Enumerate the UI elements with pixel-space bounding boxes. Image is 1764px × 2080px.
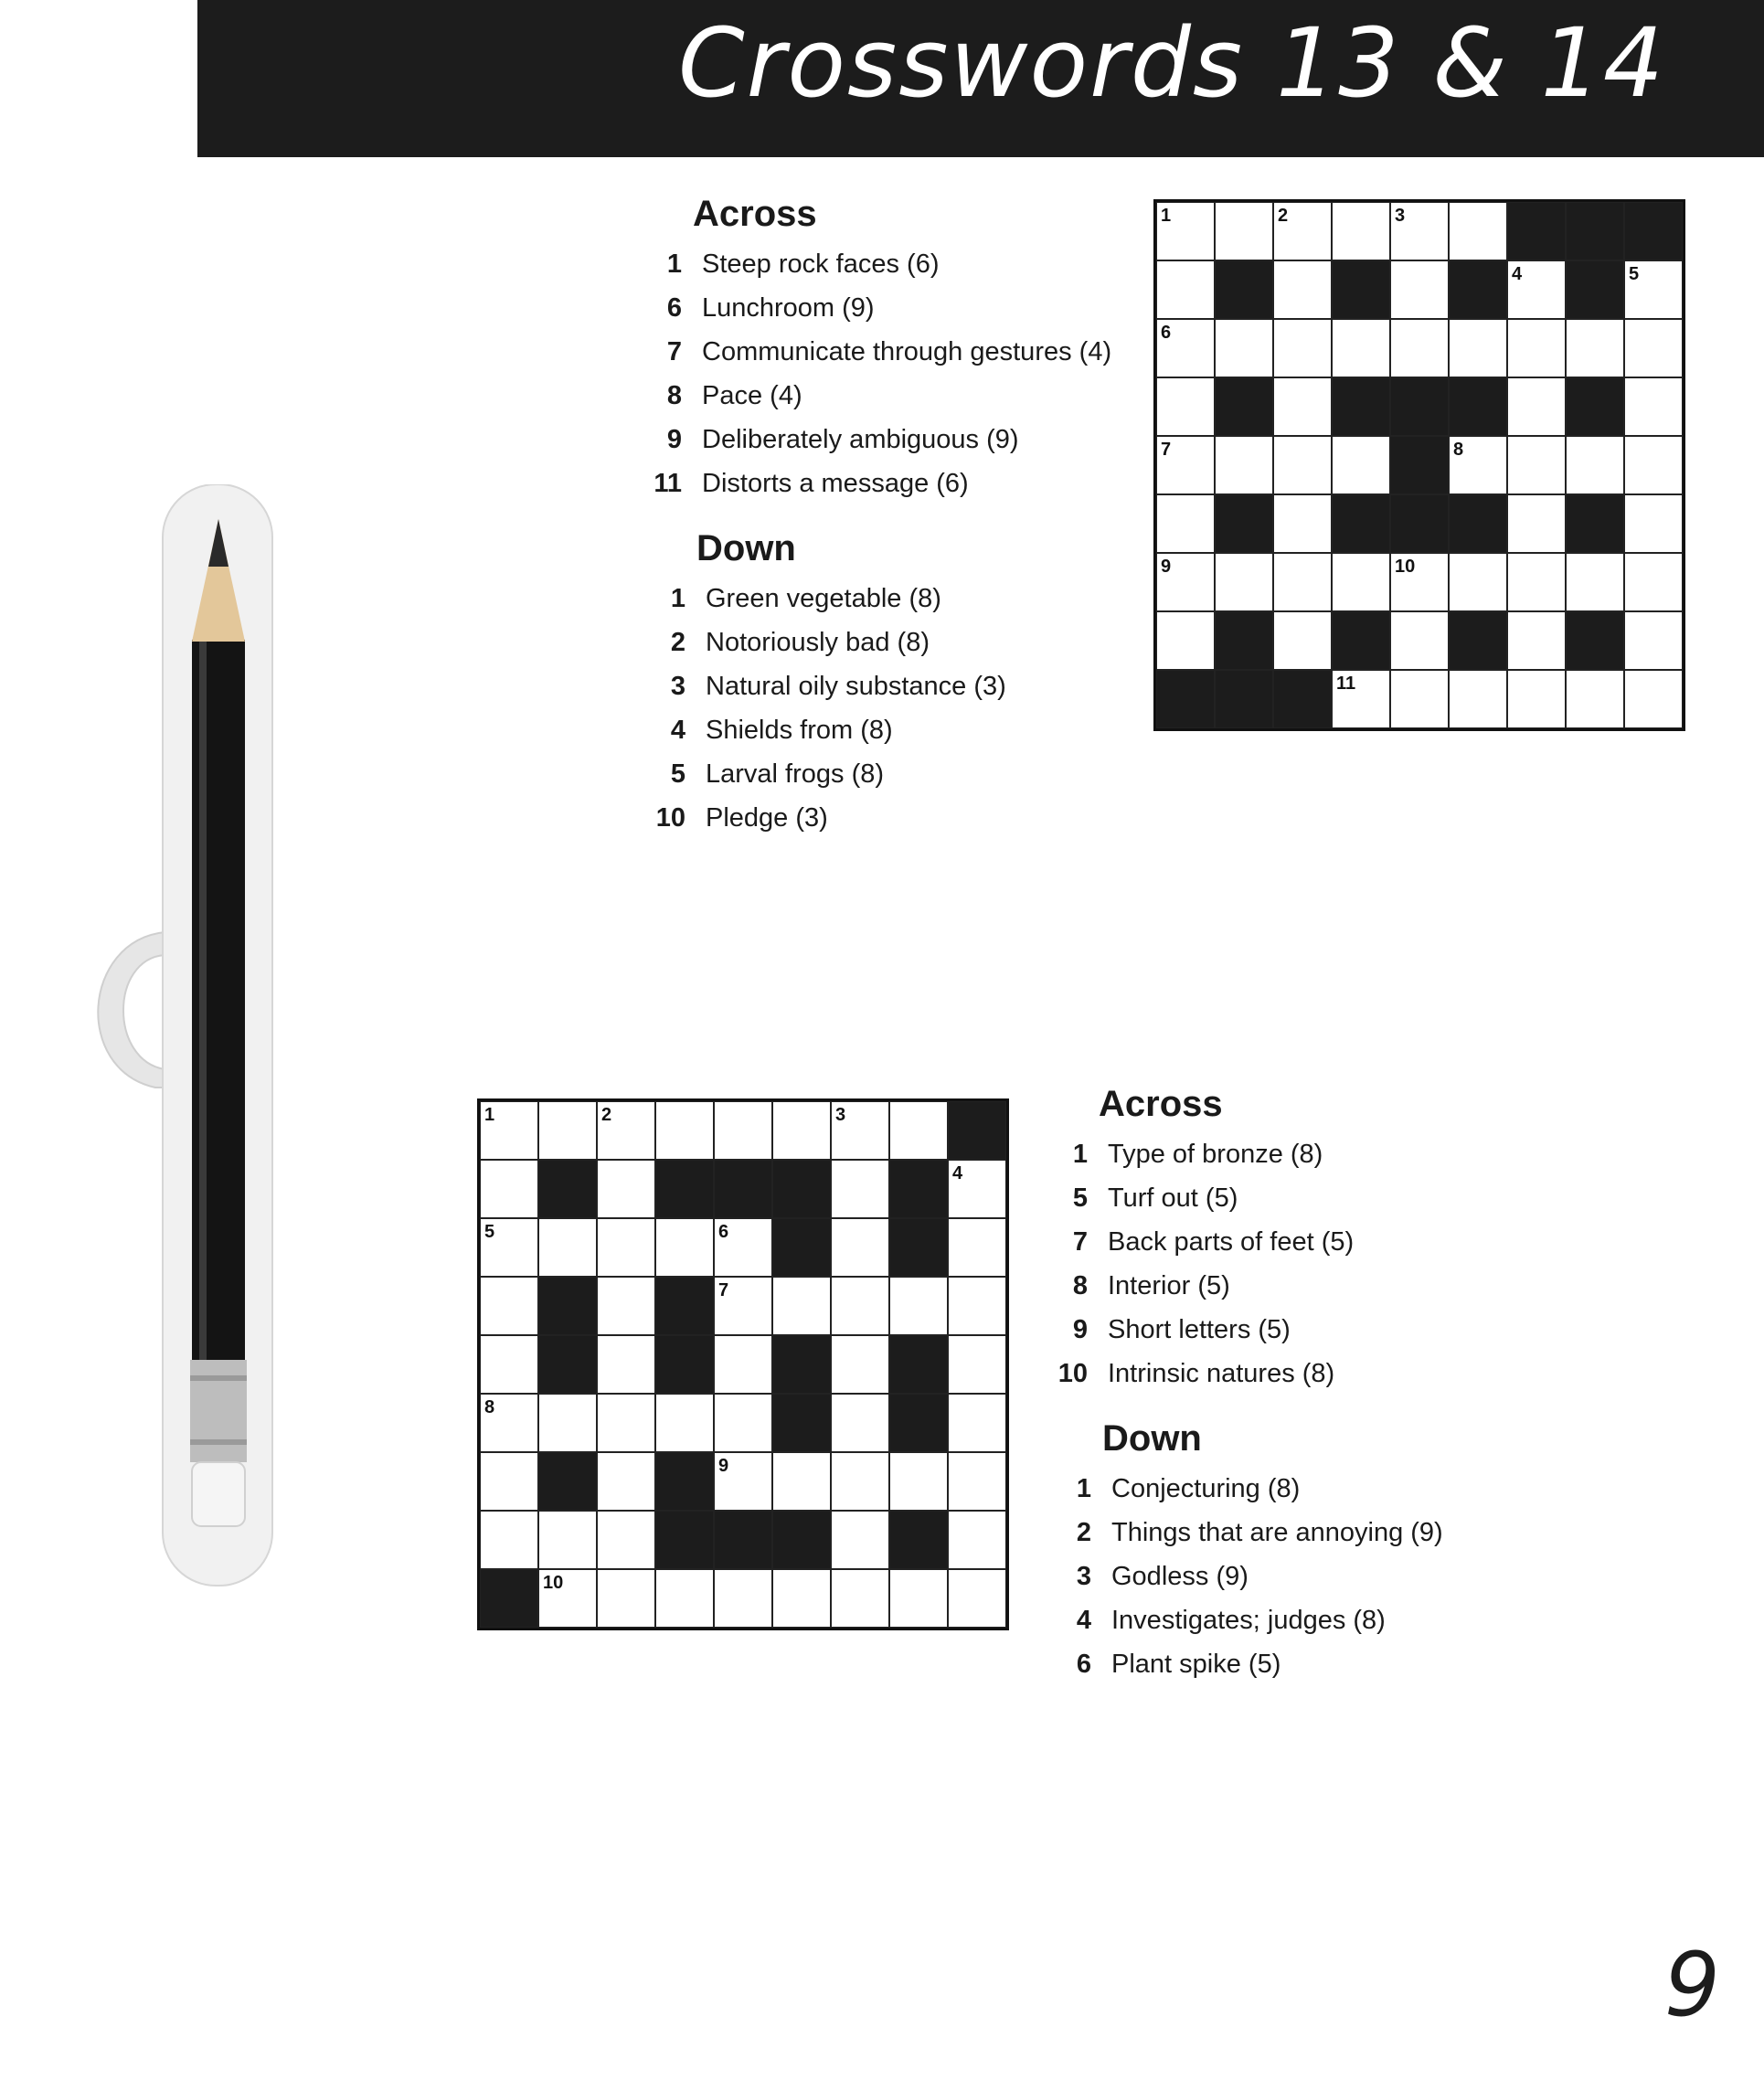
clue-item [1051,1308,1354,1352]
crossword14-white-cell[interactable] [597,1511,655,1569]
crossword14-cell-number: 8 [484,1397,495,1417]
crossword14-white-cell[interactable] [538,1218,597,1277]
crossword14-cell-number: 7 [718,1280,729,1300]
clue-list [1051,1132,1354,1396]
crossword14-white-cell[interactable] [772,1569,831,1628]
page-title: Crosswords 13 & 14 [678,7,1665,119]
crossword14-black-cell [538,1335,597,1394]
crossword14-white-cell[interactable] [480,1511,538,1569]
crossword13-white-cell[interactable] [1390,611,1449,670]
crossword13-white-cell[interactable] [1156,611,1215,670]
crossword14-black-cell [772,1394,831,1452]
crossword13-white-cell[interactable] [1273,260,1332,319]
clue-text: Things that are annoying (9) [1111,1518,1443,1547]
crossword14-black-cell [655,1452,714,1511]
crossword13-white-cell[interactable] [1507,611,1566,670]
crossword14-white-cell[interactable] [655,1569,714,1628]
crossword14-cell-number: 5 [484,1222,495,1242]
crossword14-black-cell [538,1277,597,1335]
crossword14-cell-number: 6 [718,1222,729,1242]
crossword13-black-cell [1566,611,1624,670]
crossword14-white-cell[interactable] [831,1394,889,1452]
clue-item [1051,1264,1354,1308]
clue-number: 6 [1076,1650,1091,1679]
clue-item [645,462,1111,505]
crossword14-black-cell [772,1335,831,1394]
across-heading: Across [693,194,817,234]
crossword13-white-cell[interactable] [1332,436,1390,494]
crossword13-white-cell[interactable] [1449,202,1507,260]
crossword14-white-cell[interactable] [597,1394,655,1452]
crossword13-black-cell [1332,494,1390,553]
clue-item [1055,1467,1443,1511]
crossword14-white-cell[interactable] [831,1218,889,1277]
crossword14-white-cell[interactable] [772,1101,831,1160]
crossword13-cell-number: 8 [1453,440,1464,460]
crossword13-white-cell[interactable] [1273,611,1332,670]
across-heading: Across [1099,1084,1223,1124]
crossword14-white-cell[interactable] [597,1452,655,1511]
crossword14-white-cell[interactable] [831,1452,889,1511]
crossword14-white-cell[interactable] [714,1569,772,1628]
crossword14-down-clues [1055,1418,1443,1686]
crossword13-white-cell[interactable] [1507,670,1566,728]
crossword14-white-cell[interactable] [597,1218,655,1277]
crossword13-white-cell[interactable] [1390,260,1449,319]
crossword13-white-cell[interactable] [1332,319,1390,377]
crossword14-black-cell [538,1452,597,1511]
crossword13-white-cell[interactable] [1156,377,1215,436]
clue-item [649,796,1006,840]
crossword13-cell-number: 6 [1161,323,1172,343]
clue-text: Distorts a message (6) [702,469,969,498]
crossword13-cell-number: 2 [1278,206,1289,226]
crossword14-white-cell[interactable] [655,1394,714,1452]
crossword13-cell-number: 1 [1161,206,1172,226]
crossword14-white-cell[interactable] [889,1569,948,1628]
crossword14-cell-number: 2 [601,1105,612,1125]
crossword14-white-cell[interactable] [480,1335,538,1394]
crossword13-black-cell [1215,377,1273,436]
crossword13-white-cell[interactable] [1507,436,1566,494]
clue-text: Short letters (5) [1108,1315,1291,1344]
crossword13-white-cell[interactable] [1624,670,1683,728]
crossword14-white-cell[interactable] [948,1218,1006,1277]
clue-number: 4 [670,716,685,745]
crossword13-black-cell [1566,377,1624,436]
crossword14-white-cell[interactable] [889,1452,948,1511]
crossword14-cell-number: 9 [718,1456,729,1476]
clue-item [649,664,1006,708]
crossword13-white-cell[interactable] [1624,377,1683,436]
down-heading: Down [696,528,796,568]
crossword13-white-cell[interactable] [1273,494,1332,553]
crossword13-black-cell [1449,494,1507,553]
crossword13-white-cell[interactable] [1156,260,1215,319]
clue-text: Lunchroom (9) [702,293,875,323]
crossword14-black-cell [772,1218,831,1277]
crossword14-black-cell [889,1160,948,1218]
clue-text: Pledge (3) [706,803,828,833]
clue-text: Turf out (5) [1108,1183,1238,1213]
clue-number: 9 [1072,1315,1088,1344]
crossword14-white-cell[interactable] [889,1101,948,1160]
crossword14-black-cell [889,1511,948,1569]
crossword13-cell-number: 4 [1512,264,1523,284]
clue-number: 7 [1072,1227,1088,1257]
crossword14-black-cell [714,1511,772,1569]
clue-item [1051,1176,1354,1220]
crossword13-across-clues [645,194,1111,505]
clue-text: Larval frogs (8) [706,759,885,789]
crossword13-white-cell[interactable] [1624,553,1683,611]
crossword13-black-cell [1449,260,1507,319]
crossword13-down-clues [649,528,1006,840]
crossword14-cell-number: 10 [543,1573,564,1593]
crossword14-black-cell [480,1569,538,1628]
crossword13-white-cell[interactable] [1566,436,1624,494]
crossword14-black-cell [772,1160,831,1218]
crossword13-white-cell[interactable] [1566,670,1624,728]
crossword13-cell-number: 7 [1161,440,1172,460]
crossword14-white-cell[interactable] [948,1335,1006,1394]
clue-text: Steep rock faces (6) [702,249,940,279]
crossword13-white-cell[interactable] [1332,202,1390,260]
crossword14-cell-number: 1 [484,1105,495,1125]
crossword13-white-cell[interactable] [1390,670,1449,728]
clue-list [649,577,1006,840]
clue-item [645,374,1111,418]
crossword13-white-cell[interactable] [1507,553,1566,611]
crossword14-black-cell [655,1160,714,1218]
clue-item [649,577,1006,621]
crossword13-black-cell [1566,494,1624,553]
crossword14-white-cell[interactable] [480,1277,538,1335]
crossword14-cell-number: 4 [952,1163,963,1183]
crossword14-white-cell[interactable] [480,1452,538,1511]
crossword14-black-cell [538,1160,597,1218]
crossword13-cell-number: 11 [1336,674,1356,694]
clue-text: Deliberately ambiguous (9) [702,425,1019,454]
clue-item [1051,1220,1354,1264]
crossword13-white-cell[interactable] [1624,436,1683,494]
crossword13-black-cell [1390,494,1449,553]
clue-number: 1 [1076,1474,1091,1503]
clue-number: 1 [1072,1140,1088,1169]
crossword13-white-cell[interactable] [1273,553,1332,611]
clue-text: Interior (5) [1108,1271,1230,1300]
crossword14-black-cell [889,1335,948,1394]
crossword13-cell-number: 5 [1629,264,1640,284]
crossword13-white-cell[interactable] [1215,319,1273,377]
crossword14-white-cell[interactable] [597,1335,655,1394]
crossword14-black-cell [889,1394,948,1452]
crossword14-black-cell [655,1277,714,1335]
crossword13-black-cell [1390,436,1449,494]
clue-text: Type of bronze (8) [1108,1140,1323,1169]
crossword14-white-cell[interactable] [597,1569,655,1628]
crossword13-cell-number: 3 [1395,206,1406,226]
crossword13-black-cell [1215,611,1273,670]
crossword13-black-cell [1566,202,1624,260]
crossword14-white-cell[interactable] [831,1511,889,1569]
clue-item [649,621,1006,664]
crossword14-white-cell[interactable] [948,1452,1006,1511]
clue-number: 11 [654,469,682,498]
crossword14-cell-number: 3 [835,1105,846,1125]
crossword13-white-cell[interactable] [1390,319,1449,377]
clue-text: Communicate through gestures (4) [702,337,1112,366]
clue-list [645,242,1111,505]
page-number: 9 [1663,1934,1720,2036]
crossword14-white-cell[interactable] [480,1160,538,1218]
clue-number: 8 [666,381,682,410]
crossword13-black-cell [1332,377,1390,436]
crossword13-white-cell[interactable] [1624,611,1683,670]
clue-text: Green vegetable (8) [706,584,941,613]
crossword13-black-cell [1156,670,1215,728]
clue-number: 3 [1076,1562,1091,1591]
crossword14-white-cell[interactable] [714,1335,772,1394]
clue-number: 4 [1076,1606,1091,1635]
crossword13-black-cell [1507,202,1566,260]
crossword13-white-cell[interactable] [1566,553,1624,611]
crossword14-white-cell[interactable] [948,1511,1006,1569]
crossword13-white-cell[interactable] [1215,436,1273,494]
crossword14-white-cell[interactable] [831,1569,889,1628]
crossword13-black-cell [1624,202,1683,260]
crossword13-black-cell [1332,611,1390,670]
clue-item [1051,1132,1354,1176]
clue-number: 10 [1057,1359,1088,1388]
crossword13-white-cell[interactable] [1156,494,1215,553]
clue-text: Back parts of feet (5) [1108,1227,1355,1257]
clue-text: Investigates; judges (8) [1111,1606,1386,1635]
clue-number: 5 [670,759,685,789]
clue-text: Godless (9) [1111,1562,1249,1591]
crossword13-black-cell [1273,670,1332,728]
clue-item [1055,1511,1443,1555]
clue-number: 1 [666,249,682,279]
crossword14-white-cell[interactable] [831,1160,889,1218]
crossword13-white-cell[interactable] [1332,553,1390,611]
clue-number: 2 [1076,1518,1091,1547]
clue-list [1055,1467,1443,1686]
crossword13-cell-number: 9 [1161,557,1172,577]
crossword14-white-cell[interactable] [948,1277,1006,1335]
crossword13-white-cell[interactable] [1273,319,1332,377]
crossword13-cell-number: 10 [1395,557,1416,577]
crossword14-white-cell[interactable] [597,1160,655,1218]
crossword14-white-cell[interactable] [889,1277,948,1335]
clue-item [1055,1642,1443,1686]
clue-item [649,708,1006,752]
clue-text: Pace (4) [702,381,802,410]
clue-number: 3 [670,672,685,701]
crossword14-white-cell[interactable] [538,1101,597,1160]
down-heading: Down [1102,1418,1202,1459]
clue-text: Plant spike (5) [1111,1650,1281,1679]
crossword14-white-cell[interactable] [538,1511,597,1569]
crossword14-white-cell[interactable] [714,1394,772,1452]
clue-text: Shields from (8) [706,716,893,745]
crossword13-black-cell [1390,377,1449,436]
crossword14-white-cell[interactable] [772,1452,831,1511]
pencil-illustration [64,484,311,1590]
crossword13-grid[interactable] [1153,199,1685,731]
clue-item [645,286,1111,330]
clue-item [645,242,1111,286]
crossword13-black-cell [1215,670,1273,728]
crossword13-black-cell [1449,377,1507,436]
crossword13-black-cell [1332,260,1390,319]
clue-number: 1 [670,584,685,613]
crossword14-grid[interactable] [477,1098,1009,1630]
crossword14-black-cell [889,1218,948,1277]
clue-item [645,330,1111,374]
clue-item [649,752,1006,796]
crossword13-white-cell[interactable] [1449,319,1507,377]
crossword13-black-cell [1215,494,1273,553]
crossword14-black-cell [655,1335,714,1394]
crossword13-white-cell[interactable] [1624,319,1683,377]
crossword13-white-cell[interactable] [1215,553,1273,611]
clue-number: 5 [1072,1183,1088,1213]
crossword13-white-cell[interactable] [1566,319,1624,377]
header-band [197,0,1764,157]
crossword13-white-cell[interactable] [1215,202,1273,260]
crossword14-white-cell[interactable] [597,1277,655,1335]
clue-text: Conjecturing (8) [1111,1474,1301,1503]
crossword13-white-cell[interactable] [1507,377,1566,436]
crossword14-black-cell [714,1160,772,1218]
clue-number: 8 [1072,1271,1088,1300]
crossword13-white-cell[interactable] [1449,553,1507,611]
crossword14-white-cell[interactable] [772,1277,831,1335]
crossword14-across-clues [1051,1084,1354,1396]
clue-number: 10 [655,803,685,833]
crossword14-black-cell [772,1511,831,1569]
clue-text: Intrinsic natures (8) [1108,1359,1335,1388]
crossword13-black-cell [1449,611,1507,670]
crossword14-white-cell[interactable] [655,1101,714,1160]
clue-number: 7 [666,337,682,366]
crossword13-white-cell[interactable] [1507,319,1566,377]
crossword13-white-cell[interactable] [1624,494,1683,553]
crossword14-white-cell[interactable] [714,1101,772,1160]
crossword14-white-cell[interactable] [538,1394,597,1452]
clue-text: Natural oily substance (3) [706,672,1006,701]
clue-number: 2 [670,628,685,657]
clue-number: 9 [666,425,682,454]
crossword14-white-cell[interactable] [948,1569,1006,1628]
crossword13-black-cell [1215,260,1273,319]
crossword14-black-cell [948,1101,1006,1160]
clue-item [1055,1598,1443,1642]
clue-item [645,418,1111,462]
crossword14-white-cell[interactable] [948,1394,1006,1452]
crossword13-white-cell[interactable] [1507,494,1566,553]
clue-item [1055,1555,1443,1598]
clue-item [1051,1352,1354,1396]
crossword13-white-cell[interactable] [1273,436,1332,494]
crossword13-white-cell[interactable] [1273,377,1332,436]
clue-number: 6 [666,293,682,323]
crossword13-white-cell[interactable] [1449,670,1507,728]
clue-text: Notoriously bad (8) [706,628,930,657]
crossword14-white-cell[interactable] [831,1335,889,1394]
crossword14-black-cell [655,1511,714,1569]
crossword14-white-cell[interactable] [831,1277,889,1335]
crossword14-white-cell[interactable] [655,1218,714,1277]
crossword13-black-cell [1566,260,1624,319]
